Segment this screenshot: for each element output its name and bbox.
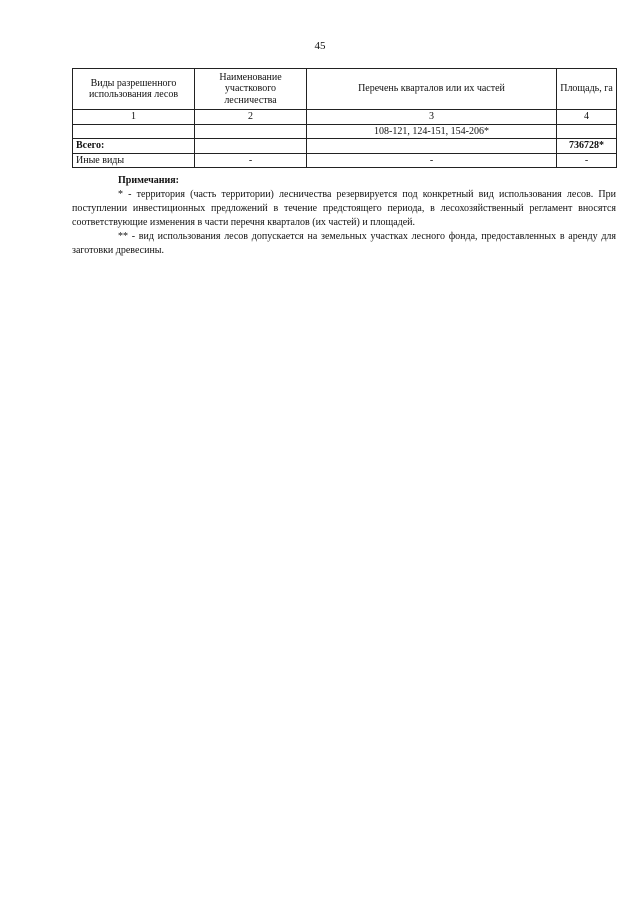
column-number: 3 <box>307 110 557 125</box>
total-area-value: 736728* <box>557 139 617 154</box>
cell-forestry-name <box>195 124 307 139</box>
page-number: 45 <box>314 40 326 52</box>
cell-quarters-list: 108-121, 124-151, 154-206* <box>307 124 557 139</box>
column-number: 2 <box>195 110 307 125</box>
cell-use-type <box>73 124 195 139</box>
other-uses-quarters: - <box>307 153 557 168</box>
header-forestry-name: Наименование участкового лесничества <box>195 69 307 110</box>
note-reserved-territory: * - территория (часть территории) лесничества резервируется под конкретный вид использования лесов. При поступлении инвестиционных предложений в течение предстоящего периода, в лесохозяйственный регламент вносятся соответствующие изменения в части перечня кварталов (их частей) и площадей. <box>72 189 616 228</box>
note-lease-harvesting: ** - вид использования лесов допускается на земельных участках лесного фонда, предоставленных в аренду для заготовки древесины. <box>72 231 616 256</box>
other-uses-area: - <box>557 153 617 168</box>
other-uses-label: Иные виды <box>73 153 195 168</box>
table-row <box>73 124 617 139</box>
forest-use-table <box>72 68 617 168</box>
column-number-row <box>73 110 617 125</box>
column-number: 4 <box>557 110 617 125</box>
header-use-type: Виды разрешенного использования лесов <box>73 69 195 110</box>
total-cell-empty <box>307 139 557 154</box>
total-cell-empty <box>195 139 307 154</box>
header-quarters-list: Перечень кварталов или их частей <box>307 69 557 110</box>
other-uses-row <box>73 153 617 168</box>
table-header-row <box>73 69 617 110</box>
other-uses-forestry: - <box>195 153 307 168</box>
total-label: Всего: <box>73 139 195 154</box>
total-row <box>73 139 617 154</box>
cell-area <box>557 124 617 139</box>
notes-title: Примечания: <box>118 175 180 186</box>
notes-section <box>72 174 616 258</box>
header-area: Площадь, га <box>557 69 617 110</box>
column-number: 1 <box>73 110 195 125</box>
